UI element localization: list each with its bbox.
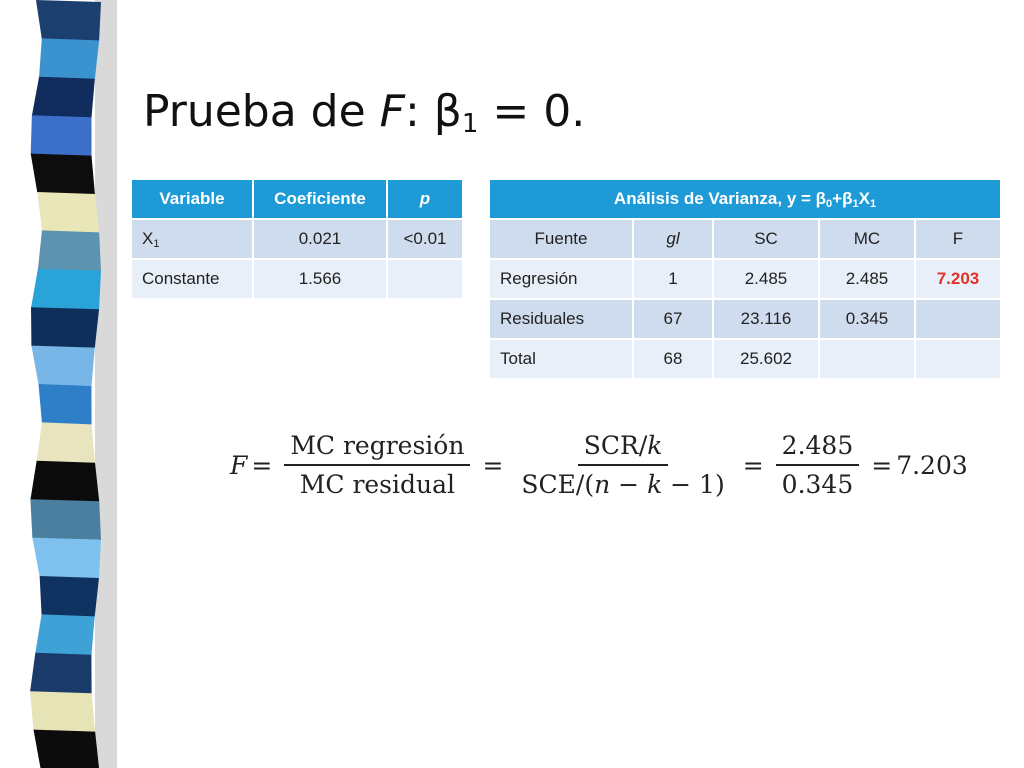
formula-lhs: F <box>230 450 248 480</box>
coefficient-table <box>130 178 464 300</box>
header-p: p <box>387 179 463 219</box>
table-header-row <box>131 179 463 219</box>
stripe-block <box>35 614 94 655</box>
stripe-block <box>30 691 95 732</box>
anova-title-row <box>489 179 1001 219</box>
stripe-block <box>37 422 95 463</box>
cell-p <box>387 259 463 299</box>
stripe-block <box>40 576 99 617</box>
cell-f <box>915 299 1001 339</box>
fraction-mc <box>284 431 470 499</box>
cell-mc <box>819 339 915 379</box>
stripe-block <box>31 115 92 156</box>
cell-mc: 2.485 <box>819 259 915 299</box>
equals-sign: = <box>251 450 273 480</box>
cell-variable: $X_1$ <box>131 219 253 259</box>
header-sc: SC <box>713 219 819 259</box>
anova-header-row <box>489 219 1001 259</box>
anova-table <box>488 178 1002 380</box>
formula-result: 7.203 <box>896 450 968 480</box>
cell-fuente: Residuales <box>489 299 633 339</box>
stripe-block <box>30 499 101 540</box>
table-row <box>489 259 1001 299</box>
cell-fuente: Total <box>489 339 633 379</box>
header-gl: gl <box>633 219 713 259</box>
table-row <box>489 299 1001 339</box>
equals-sign: = <box>482 450 504 480</box>
fraction-denominator: MC residual <box>299 470 456 499</box>
cell-f-value: 7.203 <box>915 259 1001 299</box>
anova-title: Análisis de Varianza, $y = \beta_0+\beta_1X_1$ <box>489 179 1001 219</box>
cell-p: <0.01 <box>387 219 463 259</box>
header-coeficiente: Coeficiente <box>253 179 387 219</box>
fraction-numerator: 2.485 <box>776 431 860 466</box>
cell-coeficiente: 0.021 <box>253 219 387 259</box>
cell-gl: 1 <box>633 259 713 299</box>
stripe-block <box>31 269 101 310</box>
stripe-block <box>31 346 94 387</box>
cell-mc: 0.345 <box>819 299 915 339</box>
equals-sign: = <box>871 450 893 480</box>
cell-sc: 2.485 <box>713 259 819 299</box>
slide-title: Prueba de F: $\beta_1 = 0$. <box>143 86 586 139</box>
f-statistic-formula <box>230 420 968 510</box>
cell-variable: Constante <box>131 259 253 299</box>
fraction-values <box>776 431 860 499</box>
cell-coeficiente: 1.566 <box>253 259 387 299</box>
stripe-block <box>39 384 92 425</box>
stripe-block <box>33 730 99 768</box>
header-variable: Variable <box>131 179 253 219</box>
stripe-block <box>31 154 95 195</box>
stripe-block <box>30 461 99 502</box>
fraction-denominator: SCE/(n − k − 1) <box>521 470 725 499</box>
cell-f <box>915 339 1001 379</box>
stripe-block <box>37 192 99 233</box>
stripe-block <box>36 0 101 41</box>
cell-gl: 68 <box>633 339 713 379</box>
header-f: F <box>915 219 1001 259</box>
fraction-numerator: MC regresión <box>284 431 470 466</box>
cell-sc: 25.602 <box>713 339 819 379</box>
decorative-stripe <box>0 0 125 768</box>
stripe-block <box>39 38 99 79</box>
equals-sign: = <box>742 450 764 480</box>
table-row <box>131 259 463 299</box>
fraction-sc <box>515 431 730 499</box>
fraction-numerator: SCR/k <box>578 431 669 466</box>
cell-sc: 23.116 <box>713 299 819 339</box>
stripe-block <box>31 307 99 348</box>
cell-fuente: Regresión <box>489 259 633 299</box>
header-fuente: Fuente <box>489 219 633 259</box>
fraction-denominator: 0.345 <box>781 470 854 499</box>
stripe-block <box>32 538 101 579</box>
stripe-block <box>30 653 92 694</box>
header-mc: MC <box>819 219 915 259</box>
stripe-block <box>32 77 95 118</box>
cell-gl: 67 <box>633 299 713 339</box>
table-row <box>131 219 463 259</box>
table-row <box>489 339 1001 379</box>
stripe-block <box>38 230 101 271</box>
